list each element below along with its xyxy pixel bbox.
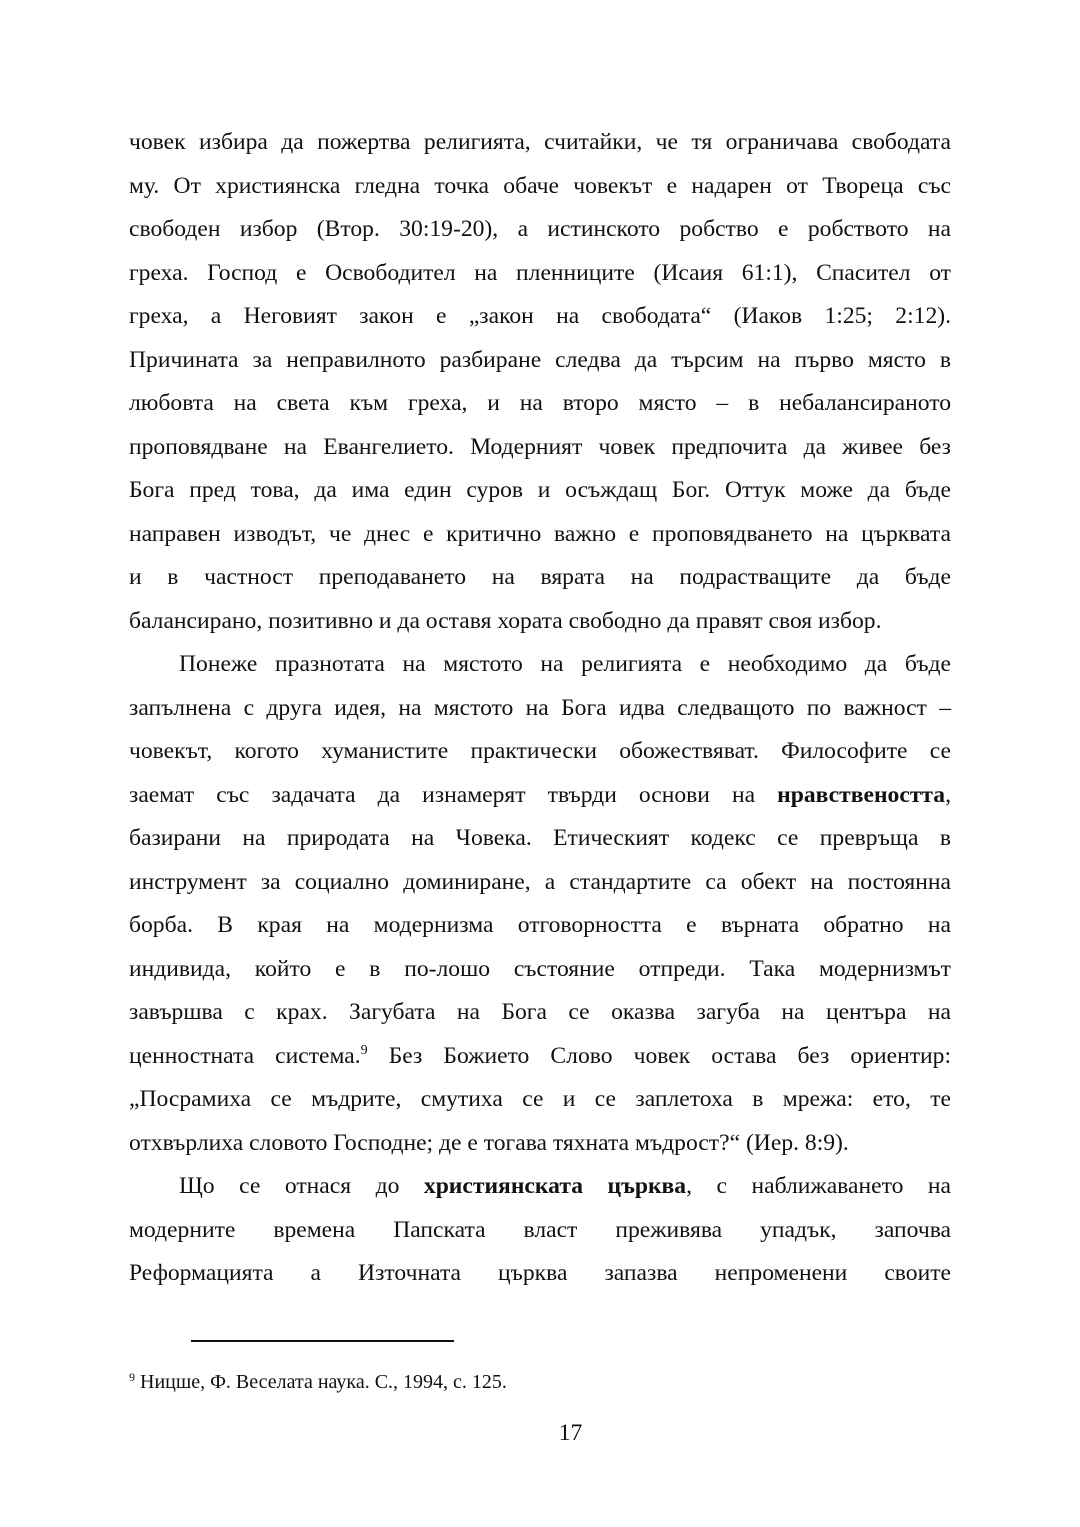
line-text: , с наближаването на bbox=[686, 1173, 951, 1199]
line-text: , bbox=[945, 781, 951, 808]
body-line: индивида, който е в по-лошо състояние отпреди. Така модернизмът bbox=[129, 955, 951, 982]
paragraph-end-line: отхвърлиха словото Господне; де е тогава тяхната мъдрост?“ (Иер. 8:9). bbox=[129, 1129, 849, 1156]
paragraph-end-line: балансирано, позитивно и да оставя хората свободно да правят своя избор. bbox=[129, 607, 882, 634]
line-text: Без Божието Слово човек остава без ориентир: bbox=[367, 1042, 951, 1069]
body-line: Реформацията а Източната църква запазва непроменени своите bbox=[129, 1260, 951, 1286]
body-line: проповядване на Евангелието. Модерният човек предпочита да живее без bbox=[129, 433, 951, 460]
body-line: свободен избор (Втор. 30:19-20), а истинското робство е робството на bbox=[129, 216, 951, 242]
footnote-separator bbox=[191, 1340, 454, 1342]
body-line bbox=[129, 774, 951, 818]
body-line: модерните времена Папската власт преживява упадък, започва bbox=[129, 1216, 951, 1243]
body-line: му. От християнска гледна точка обаче човекът е надарен от Твореца със bbox=[129, 172, 951, 199]
body-line: „Посрамиха се мъдрите, смутиха се и се заплетоха в мрежа: ето, те bbox=[129, 1086, 951, 1112]
paragraph-start-line bbox=[129, 1165, 951, 1209]
body-line: и в частност преподаването на вярата на подрастващите да бъде bbox=[129, 564, 951, 590]
line-text: Що се отнася до bbox=[179, 1173, 424, 1199]
bold-term: християнската църква bbox=[423, 1173, 687, 1199]
body-text bbox=[129, 121, 951, 1296]
bold-term: нравствеността bbox=[777, 781, 946, 808]
paragraph-start-line: Понеже празнотата на мястото на религията е необходимо да бъде bbox=[179, 651, 951, 677]
footnote-reference: 9 bbox=[360, 1042, 368, 1058]
body-line: завършва с крах. Загубата на Бога се оказва загуба на центъра на bbox=[129, 999, 951, 1025]
body-line bbox=[129, 1035, 951, 1079]
body-line: греха, а Неговият закон е „закон на свободата“ (Иаков 1:25; 2:12). bbox=[129, 303, 951, 329]
body-line: любовта на света към греха, и на второ място – в небалансираното bbox=[129, 390, 951, 416]
line-text: заемат със задачата да изнамерят твърди основи на bbox=[129, 781, 778, 808]
body-line: инструмент за социално доминиране, а стандартите са обект на постоянна bbox=[129, 868, 951, 895]
body-line: човекът, когото хуманистите практически обожествяват. Философите се bbox=[129, 738, 951, 764]
body-line: Бога пред това, да има един суров и осъждащ Бог. Оттук може да бъде bbox=[129, 477, 951, 503]
footnote bbox=[129, 1369, 507, 1395]
body-line: направен изводът, че днес е критично важно е проповядването на църквата bbox=[129, 520, 951, 547]
body-line: базирани на природата на Човека. Етическият кодекс се превръща в bbox=[129, 825, 951, 851]
body-line: борба. В края на модернизма отговорността е върната обратно на bbox=[129, 912, 951, 938]
body-line: греха. Господ е Освободител на пленниците (Исаия 61:1), Спасител от bbox=[129, 259, 951, 286]
page-number: 17 bbox=[558, 1420, 583, 1446]
line-text: ценностната система. bbox=[129, 1042, 361, 1069]
body-line: Причината за неправилното разбиране следва да търсим на първо място в bbox=[129, 346, 951, 373]
body-line: човек избира да пожертва религията, считайки, че тя ограничава свободата bbox=[129, 129, 951, 155]
footnote-text: Ницше, Ф. Веселата наука. С., 1994, с. 125. bbox=[135, 1371, 507, 1393]
footnote-number: 9 bbox=[129, 1370, 135, 1384]
body-line: запълнена с друга идея, на мястото на Бога идва следващото по важност – bbox=[129, 694, 951, 721]
